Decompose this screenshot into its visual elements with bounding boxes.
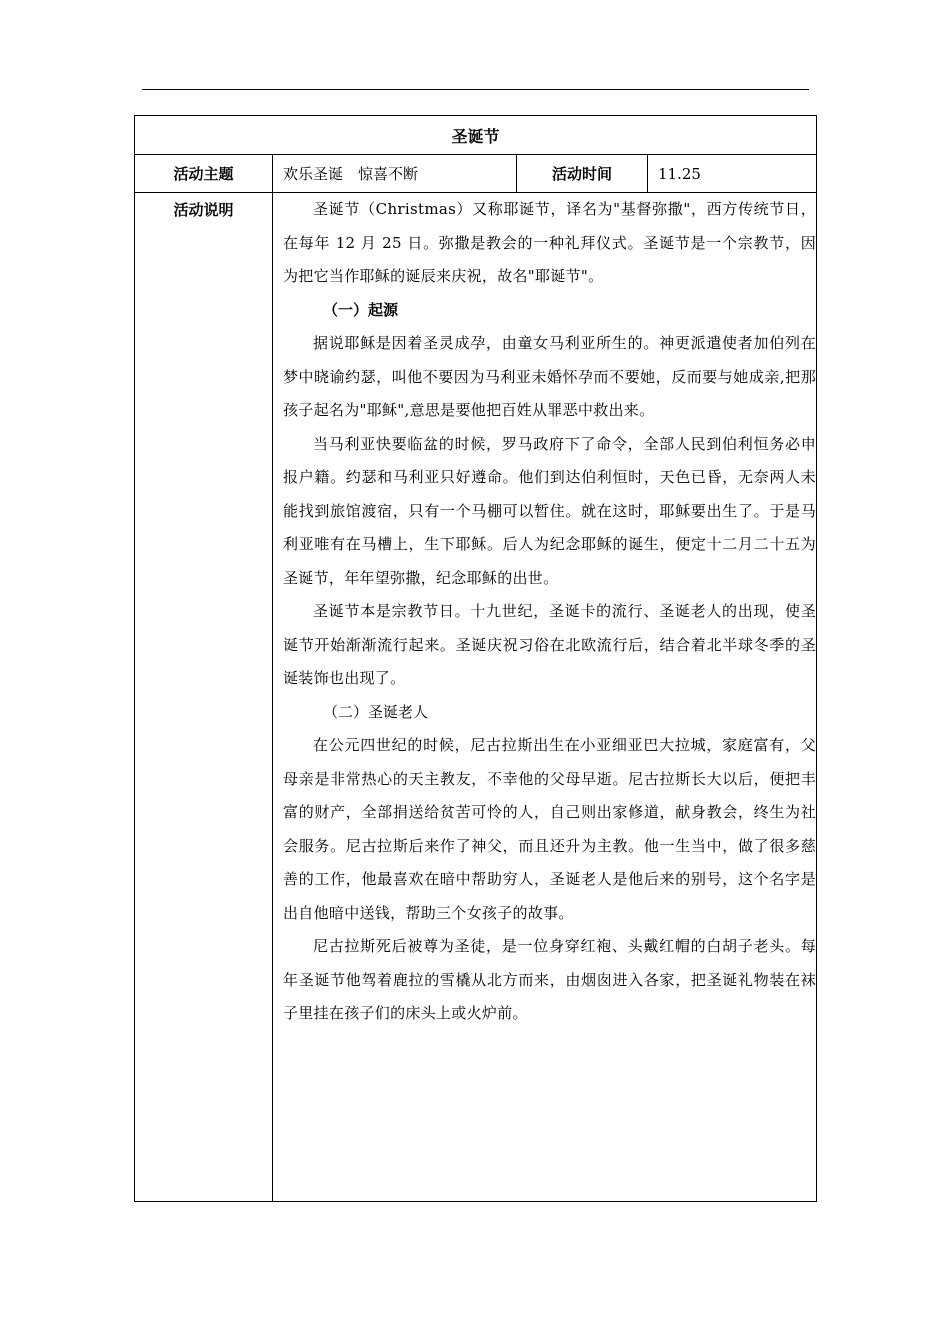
section-heading-santa: （二）圣诞老人 bbox=[323, 702, 429, 721]
intro-paragraph: 圣诞节（Christmas）又称耶诞节，译名为"基督弥撒"，西方传统节日，在每年 12 月 25 日。弥撒是教会的一种礼拜仪式。圣诞节是一个宗教节，因为把它当作耶稣的诞辰来庆祝，故名"耶诞节"。 bbox=[283, 200, 817, 285]
header-rule bbox=[142, 89, 809, 90]
activity-form-table bbox=[134, 115, 817, 1202]
origin-paragraph-1: 据说耶稣是因着圣灵成孕，由童女马利亚所生的。神更派遣使者加伯列在梦中晓谕约瑟，叫他不要因为马利亚未婚怀孕而不要她，反而要与她成亲,把那孩子起名为"耶稣",意思是要他把百姓从罪恶中救出来。 bbox=[283, 334, 817, 419]
section-heading-origin: （一）起源 bbox=[323, 300, 399, 319]
santa-paragraph-1: 在公元四世纪的时候，尼古拉斯出生在小亚细亚巴大拉城，家庭富有，父母亲是非常热心的天主教友，不幸他的父母早逝。尼古拉斯长大以后，便把丰富的财产，全部捐送给贫苦可怜的人，自己则出家修道，献身教会，终生为社会服务。尼古拉斯后来作了神父，而且还升为主教。他一生当中，做了很多慈善的工作，他最喜欢在暗中帮助穷人，圣诞老人是他后来的别号，这个名字是出自他暗中送钱，帮助三个女孩子的故事。 bbox=[283, 736, 817, 922]
origin-paragraph-2: 当马利亚快要临盆的时候，罗马政府下了命令，全部人民到伯利恒务必申报户籍。约瑟和马利亚只好遵命。他们到达伯利恒时，天色已昏，无奈两人未能找到旅馆渡宿，只有一个马棚可以暂住。就在这时，耶稣要出生了。于是马利亚唯有在马槽上，生下耶稣。后人为纪念耶稣的诞生，便定十二月二十五为圣诞节，年年望弥撒，纪念耶稣的出世。 bbox=[283, 434, 817, 587]
theme-label: 活动主题 bbox=[135, 155, 273, 193]
description-label: 活动说明 bbox=[135, 193, 273, 1202]
description-body bbox=[273, 193, 817, 1202]
form-title: 圣诞节 bbox=[135, 116, 817, 155]
santa-paragraph-2: 尼古拉斯死后被尊为圣徒，是一位身穿红袍、头戴红帽的白胡子老头。每年圣诞节他驾着鹿拉的雪橇从北方而来，由烟囱进入各家，把圣诞礼物装在袜子里挂在孩子们的床头上或火炉前。 bbox=[283, 937, 817, 1022]
origin-paragraph-3: 圣诞节本是宗教节日。十九世纪，圣诞卡的流行、圣诞老人的出现，使圣诞节开始渐渐流行起来。圣诞庆祝习俗在北欧流行后，结合着北半球冬季的圣诞装饰也出现了。 bbox=[283, 602, 817, 687]
theme-value: 欢乐圣诞 惊喜不断 bbox=[273, 155, 517, 193]
time-value: 11.25 bbox=[648, 155, 817, 193]
time-label: 活动时间 bbox=[517, 155, 648, 193]
